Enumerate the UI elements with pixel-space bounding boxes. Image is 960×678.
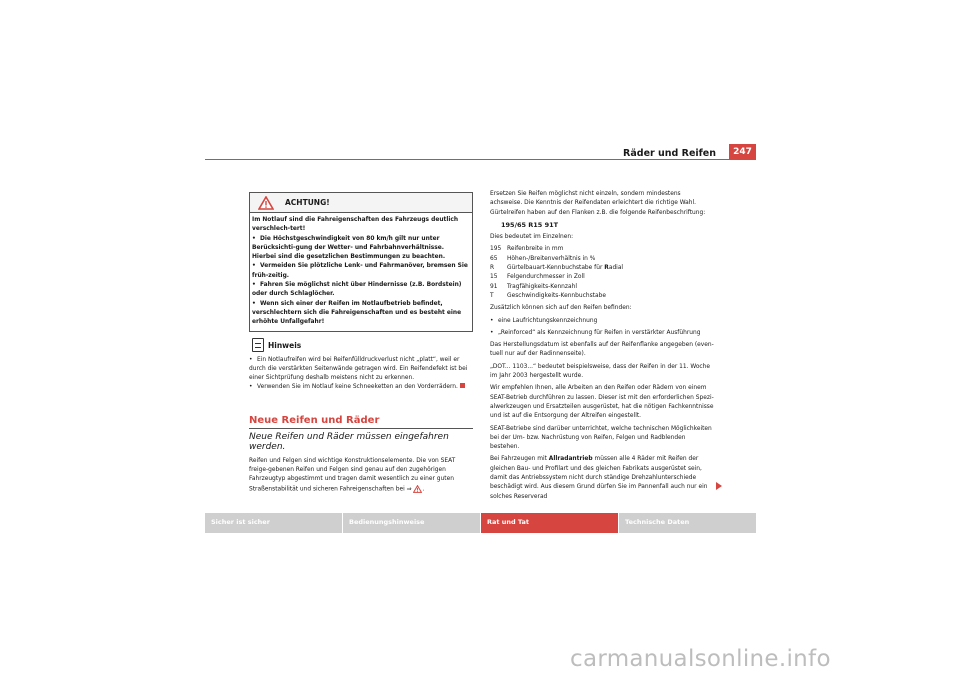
warning-item bbox=[252, 300, 470, 328]
spec-value-post: adial bbox=[608, 265, 624, 272]
additional-item-text: eine Laufrichtungskennzeichnung bbox=[498, 317, 598, 324]
spec-row bbox=[490, 264, 714, 273]
tyre-code: 195/65 R15 91T bbox=[501, 220, 559, 229]
spec-value bbox=[507, 264, 623, 273]
date-paragraph: Das Herstellungsdatum ist ebenfalls auf der Reifenflanke angegeben (even-tuell nur auf der Radinnenseite). bbox=[490, 342, 714, 358]
note-item bbox=[249, 383, 473, 392]
spec-key: R bbox=[490, 265, 495, 272]
page-header bbox=[0, 0, 960, 162]
spec-key: 91 bbox=[490, 283, 498, 290]
bullet-icon: • bbox=[490, 329, 494, 336]
spec-value: Felgendurchmesser in Zoll bbox=[507, 274, 585, 281]
warning-item-text: Wenn sich einer der Reifen im Notlaufbetrieb befindet, verschlechtern sich die Fahreigenschaften und es besteht eine erhöhte Unfallgefahr! bbox=[252, 300, 462, 326]
warning-title: ACHTUNG! bbox=[285, 198, 330, 207]
section-rule bbox=[249, 428, 473, 429]
spec-row bbox=[490, 283, 714, 292]
spec-value: Reifenbreite in mm bbox=[507, 246, 564, 253]
note-item-text: Verwenden Sie im Notlauf keine Schneeketten an den Vorderrädern. bbox=[257, 384, 458, 391]
spec-value-bold: R bbox=[604, 265, 609, 272]
bullet-icon: • bbox=[490, 317, 494, 324]
warning-item-text: Fahren Sie möglichst nicht über Hindernisse (z.B. Bordstein) oder durch Schlaglöcher. bbox=[252, 282, 462, 298]
details-intro: Dies bedeutet im Einzelnen: bbox=[490, 234, 574, 241]
section-subheading: Neue Reifen und Räder müssen eingefahren werden. bbox=[249, 431, 449, 452]
spec-key: 65 bbox=[490, 255, 498, 262]
additional-intro: Zusätzlich können sich auf den Reifen befinden: bbox=[490, 305, 632, 312]
spec-row bbox=[490, 273, 714, 282]
warning-item bbox=[252, 281, 470, 300]
spec-key: T bbox=[490, 292, 494, 299]
recommend-paragraph: Wir empfehlen Ihnen, alle Arbeiten an den Reifen oder Rädern von einem SEAT-Betrieb durchführen zu lassen. Dieser ist mit den erforderlichen Spezi-alwerkzeugen und Ersatzteilen ausgerüstet, hat die nötigen Fachkenntnisse und ist auf die Entsorgung der Altreifen eingestellt. bbox=[490, 385, 714, 420]
bullet-icon: • bbox=[252, 235, 256, 242]
warning-item-text: Die Höchstgeschwindigkeit von 80 km/h gilt nur unter Berücksichti-gung der Wetter- und Fahrbahnverhältnisse. Hierbei sind die gesetzlichen Bestimmungen zu beachten. bbox=[252, 235, 446, 261]
spec-row bbox=[490, 292, 714, 301]
warning-item-text: Vermeiden Sie plötzliche Lenk- und Fahrmanöver, bremsen Sie früh-zeitig. bbox=[252, 263, 468, 279]
additional-item bbox=[490, 329, 714, 338]
section-paragraph-text: Reifen und Felgen sind wichtige Konstruktionselemente. Die von SEAT freige-gebenen Reifen und Felgen sind genau auf den zugehörigen Fahrzeugtyp abgestimmt und tragen damit wesentlich zu einer guten Straßenstabilität und sicheren Fahreigenschaften bei ⇒ bbox=[249, 457, 456, 493]
spec-key: 15 bbox=[490, 274, 498, 281]
spec-key: 195 bbox=[490, 246, 502, 253]
awd-pre: Bei Fahrzeugen mit bbox=[490, 456, 549, 463]
note-item bbox=[249, 356, 473, 384]
spec-value: Geschwindigkeits-Kennbuchstabe bbox=[507, 292, 606, 299]
bullet-icon: • bbox=[249, 356, 253, 363]
intro-paragraph: Ersetzen Sie Reifen möglichst nicht einzeln, sondern mindestens achsweise. Die Kenntnis der Reifendaten erleichtert die richtige Wahl. Gürtelreifen haben auf den Flanken z.B. die folgende Reifenbeschriftung: bbox=[490, 191, 706, 216]
continue-arrow-icon[interactable] bbox=[716, 482, 722, 490]
watermark: carmanualsonline.info bbox=[570, 646, 831, 672]
awd-post: müssen alle 4 Räder mit Reifen der gleichen Bau- und Profilart und des gleichen Fabrikats ausgerüstet sein, damit das Antriebssystem nicht durch ständige Drehzahlunterschiede beschädigt wird. Aus diesem Grund dürfen Sie im Pannenfall auch nur ein solches Reserverad bbox=[490, 456, 708, 500]
warning-body bbox=[250, 213, 472, 331]
spec-row bbox=[490, 245, 714, 254]
section-title: Räder und Reifen bbox=[623, 148, 716, 159]
spec-value-pre: Gürtelbauart-Kennbuchstabe für bbox=[507, 265, 605, 272]
spec-list bbox=[490, 245, 714, 301]
tab-rat-und-tat[interactable]: Rat und Tat bbox=[481, 513, 619, 533]
note-body bbox=[249, 356, 473, 393]
note-icon bbox=[252, 338, 264, 352]
additional-item bbox=[490, 317, 714, 326]
footer-tabs bbox=[205, 513, 756, 533]
note-item-text: Ein Notlaufreifen wird bei Reifenfülldruckverlust nicht „platt“, weil er durch die verstärkten Seitenwände getragen wird. Ein Reifendefekt ist bei einer Sichtprüfung deshalb meistens nicht zu erkennen. bbox=[249, 356, 468, 382]
spec-value: Tragfähigkeits-Kennzahl bbox=[507, 283, 577, 290]
bullet-icon: • bbox=[252, 300, 256, 307]
warning-header bbox=[250, 193, 472, 213]
page-number: 247 bbox=[729, 144, 756, 160]
note-title: Hinweis bbox=[268, 340, 302, 350]
tab-technische-daten[interactable]: Technische Daten bbox=[619, 513, 756, 533]
awd-paragraph bbox=[490, 455, 714, 501]
right-column bbox=[490, 190, 714, 505]
tab-sicher-ist-sicher[interactable]: Sicher ist sicher bbox=[205, 513, 343, 533]
dot-paragraph: „DOT... 1103...“ bedeutet beispielsweise, dass der Reifen in der 11. Woche im Jahr 2003 hergestellt wurde. bbox=[490, 363, 711, 380]
bullet-icon: • bbox=[252, 282, 256, 289]
section-heading: Neue Reifen und Räder bbox=[249, 414, 380, 426]
spec-row bbox=[490, 255, 714, 264]
section-paragraph-end: . bbox=[422, 486, 425, 493]
bullet-icon: • bbox=[249, 384, 253, 391]
warning-triangle-icon bbox=[258, 196, 274, 210]
additional-item-text: „Reinforced“ als Kennzeichnung für Reifen in verstärkter Ausführung bbox=[498, 329, 701, 336]
info-paragraph: SEAT-Betriebe sind darüber unterrichtet, welche technischen Möglichkeiten bei der Um- bzw. Nachrüstung von Reifen, Felgen und Radblenden bestehen. bbox=[490, 425, 712, 451]
tab-bedienungshinweise[interactable]: Bedienungshinweise bbox=[343, 513, 481, 533]
left-column bbox=[249, 192, 473, 494]
header-rule bbox=[205, 159, 756, 160]
section-paragraph bbox=[249, 457, 473, 495]
note-header bbox=[249, 338, 473, 356]
warning-box bbox=[249, 192, 473, 332]
warning-item bbox=[252, 262, 470, 281]
end-mark-icon bbox=[460, 383, 465, 388]
warning-item bbox=[252, 235, 470, 263]
bullet-icon: • bbox=[252, 263, 256, 270]
awd-bold: Allradantrieb bbox=[548, 456, 593, 463]
warning-intro: Im Notlauf sind die Fahreigenschaften des Fahrzeugs deutlich verschlech-tert! bbox=[252, 217, 459, 233]
spec-value: Höhen-/Breitenverhältnis in % bbox=[507, 255, 596, 262]
